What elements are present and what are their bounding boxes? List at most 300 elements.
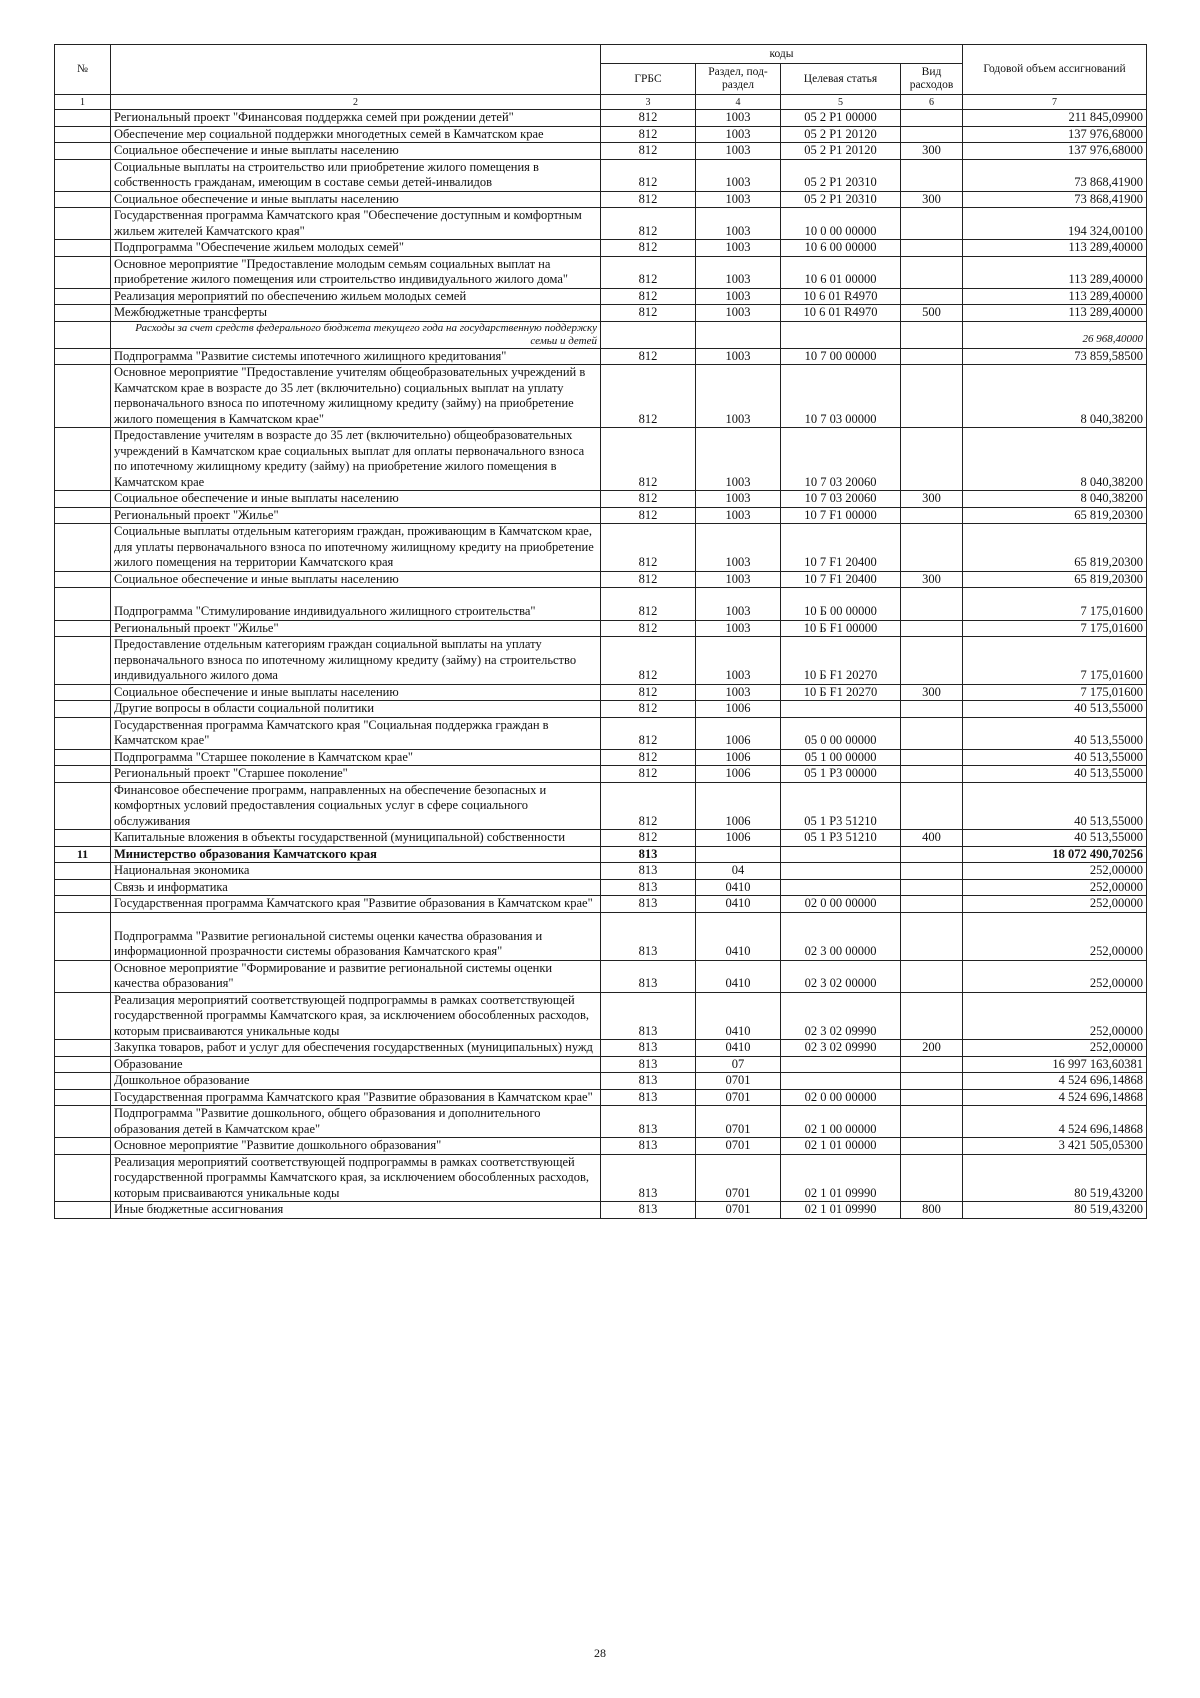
table-row: [55, 717, 1147, 749]
row-number: [55, 749, 111, 766]
row-name: Основное мероприятие "Формирование и развитие региональной системы оценки качества образования": [111, 960, 601, 992]
row-number: [55, 1202, 111, 1219]
table-row: [55, 321, 1147, 348]
row-vid: [901, 240, 963, 257]
row-number: [55, 288, 111, 305]
row-number: [55, 240, 111, 257]
table-row: [55, 846, 1147, 863]
row-amount: 4 524 696,14868: [963, 1073, 1147, 1090]
row-amount: 8 040,38200: [963, 491, 1147, 508]
table-row: [55, 1138, 1147, 1155]
row-amount: 65 819,20300: [963, 507, 1147, 524]
header-num-7: 7: [963, 95, 1147, 110]
row-grbs: 812: [601, 208, 696, 240]
table-row: [55, 1056, 1147, 1073]
row-razdel: 1003: [696, 126, 781, 143]
row-grbs: 813: [601, 1154, 696, 1202]
table-row: [55, 637, 1147, 685]
row-target: [781, 846, 901, 863]
row-grbs: 813: [601, 1040, 696, 1057]
table-row: [55, 1202, 1147, 1219]
row-name: Подпрограмма "Обеспечение жильем молодых семей": [111, 240, 601, 257]
row-razdel: 1003: [696, 588, 781, 621]
row-number: [55, 321, 111, 348]
row-vid: [901, 896, 963, 913]
row-name: Региональный проект "Старшее поколение": [111, 766, 601, 783]
row-amount: 3 421 505,05300: [963, 1138, 1147, 1155]
row-name: Закупка товаров, работ и услуг для обеспечения государственных (муниципальных) нужд: [111, 1040, 601, 1057]
header-target: Целевая статья: [781, 64, 901, 95]
row-amount: 40 513,55000: [963, 782, 1147, 830]
row-razdel: 1003: [696, 571, 781, 588]
row-vid: [901, 256, 963, 288]
table-row: [55, 1040, 1147, 1057]
header-num-5: 5: [781, 95, 901, 110]
row-number: [55, 717, 111, 749]
table-row: [55, 571, 1147, 588]
row-name: Другие вопросы в области социальной политики: [111, 701, 601, 718]
row-razdel: 07: [696, 1056, 781, 1073]
row-razdel: 1006: [696, 782, 781, 830]
row-target: [781, 1056, 901, 1073]
row-name: Образование: [111, 1056, 601, 1073]
row-target: 02 1 01 09990: [781, 1202, 901, 1219]
row-number: [55, 1106, 111, 1138]
row-number: [55, 365, 111, 428]
row-grbs: 812: [601, 256, 696, 288]
row-target: 10 7 F1 20400: [781, 524, 901, 572]
row-name: Иные бюджетные ассигнования: [111, 1202, 601, 1219]
row-target: 10 7 F1 20400: [781, 571, 901, 588]
row-vid: [901, 588, 963, 621]
row-razdel: 0701: [696, 1138, 781, 1155]
row-razdel: [696, 321, 781, 348]
table-body: [55, 110, 1147, 1219]
table-row: [55, 428, 1147, 491]
row-number: [55, 191, 111, 208]
row-amount: 40 513,55000: [963, 749, 1147, 766]
row-razdel: 1003: [696, 524, 781, 572]
row-vid: [901, 846, 963, 863]
table-row: [55, 240, 1147, 257]
row-target: 05 1 P3 51210: [781, 830, 901, 847]
row-number: [55, 1073, 111, 1090]
row-grbs: 812: [601, 143, 696, 160]
row-amount: 7 175,01600: [963, 620, 1147, 637]
row-number: [55, 912, 111, 960]
header-codes: коды: [601, 45, 963, 64]
row-number: [55, 1040, 111, 1057]
row-number: [55, 428, 111, 491]
row-amount: 26 968,40000: [963, 321, 1147, 348]
table-row: [55, 684, 1147, 701]
row-number: [55, 879, 111, 896]
row-grbs: 812: [601, 126, 696, 143]
row-number: [55, 1056, 111, 1073]
row-razdel: 1003: [696, 305, 781, 322]
row-razdel: 0701: [696, 1202, 781, 1219]
row-razdel: 0410: [696, 896, 781, 913]
table-row: [55, 126, 1147, 143]
row-name: Расходы за счет средств федерального бюджета текущего года на государственную поддержку семьи и детей: [111, 321, 601, 348]
row-razdel: 1003: [696, 491, 781, 508]
row-name: Региональный проект "Жилье": [111, 620, 601, 637]
table-row: [55, 912, 1147, 960]
row-amount: 7 175,01600: [963, 637, 1147, 685]
row-target: 10 Б 00 00000: [781, 588, 901, 621]
table-row: [55, 620, 1147, 637]
row-target: 10 7 03 20060: [781, 491, 901, 508]
row-grbs: 813: [601, 992, 696, 1040]
table-row: [55, 766, 1147, 783]
row-name: Государственная программа Камчатского края "Обеспечение доступным и комфортным жильем жителей Камчатского края": [111, 208, 601, 240]
row-amount: 252,00000: [963, 896, 1147, 913]
row-target: 10 7 03 00000: [781, 365, 901, 428]
row-razdel: 0410: [696, 992, 781, 1040]
row-number: [55, 256, 111, 288]
row-grbs: 813: [601, 1138, 696, 1155]
row-vid: 200: [901, 1040, 963, 1057]
row-vid: [901, 1138, 963, 1155]
table-row: [55, 208, 1147, 240]
row-number: [55, 571, 111, 588]
table-row: [55, 863, 1147, 880]
row-target: 05 2 P1 20310: [781, 159, 901, 191]
row-razdel: 1003: [696, 256, 781, 288]
header-num-3: 3: [601, 95, 696, 110]
header-vid: Вид расходов: [901, 64, 963, 95]
table-row: [55, 256, 1147, 288]
row-grbs: 812: [601, 830, 696, 847]
row-amount: 252,00000: [963, 960, 1147, 992]
header-num-4: 4: [696, 95, 781, 110]
row-number: 11: [55, 846, 111, 863]
row-amount: 252,00000: [963, 992, 1147, 1040]
row-razdel: 1003: [696, 240, 781, 257]
row-number: [55, 126, 111, 143]
row-vid: [901, 126, 963, 143]
row-number: [55, 830, 111, 847]
row-grbs: 812: [601, 428, 696, 491]
row-amount: 137 976,68000: [963, 126, 1147, 143]
row-target: 05 1 00 00000: [781, 749, 901, 766]
row-number: [55, 637, 111, 685]
row-amount: 8 040,38200: [963, 428, 1147, 491]
row-vid: [901, 1089, 963, 1106]
row-amount: 80 519,43200: [963, 1154, 1147, 1202]
row-vid: [901, 749, 963, 766]
row-vid: [901, 717, 963, 749]
row-vid: [901, 1056, 963, 1073]
row-number: [55, 620, 111, 637]
row-number: [55, 960, 111, 992]
row-razdel: 0701: [696, 1154, 781, 1202]
row-target: 05 1 P3 51210: [781, 782, 901, 830]
budget-table-sheet: [54, 44, 1146, 1219]
table-row: [55, 305, 1147, 322]
row-target: 02 3 02 09990: [781, 1040, 901, 1057]
row-target: 05 2 P1 00000: [781, 110, 901, 127]
row-vid: [901, 637, 963, 685]
row-grbs: 813: [601, 879, 696, 896]
row-name: Социальное обеспечение и иные выплаты населению: [111, 143, 601, 160]
row-target: 10 7 00 00000: [781, 348, 901, 365]
row-vid: [901, 1154, 963, 1202]
row-name: Основное мероприятие "Предоставление молодым семьям социальных выплат на приобретение жилого помещения или строительство индивидуального жилого дома": [111, 256, 601, 288]
row-grbs: 812: [601, 288, 696, 305]
row-vid: 800: [901, 1202, 963, 1219]
row-razdel: 1003: [696, 288, 781, 305]
row-amount: 252,00000: [963, 912, 1147, 960]
row-number: [55, 1138, 111, 1155]
row-target: 05 0 00 00000: [781, 717, 901, 749]
row-grbs: 812: [601, 348, 696, 365]
row-name: Обеспечение мер социальной поддержки многодетных семей в Камчатском крае: [111, 126, 601, 143]
header-no: №: [55, 45, 111, 95]
row-amount: 113 289,40000: [963, 305, 1147, 322]
row-number: [55, 992, 111, 1040]
row-amount: 65 819,20300: [963, 571, 1147, 588]
row-vid: [901, 288, 963, 305]
row-razdel: 1003: [696, 637, 781, 685]
table-row: [55, 1089, 1147, 1106]
row-amount: 137 976,68000: [963, 143, 1147, 160]
row-grbs: 813: [601, 1073, 696, 1090]
row-grbs: 813: [601, 1202, 696, 1219]
row-target: 10 6 01 R4970: [781, 288, 901, 305]
row-number: [55, 684, 111, 701]
row-target: [781, 1073, 901, 1090]
table-row: [55, 588, 1147, 621]
row-number: [55, 110, 111, 127]
row-grbs: 812: [601, 782, 696, 830]
row-amount: 40 513,55000: [963, 717, 1147, 749]
row-grbs: 812: [601, 305, 696, 322]
row-name: Финансовое обеспечение программ, направленных на обеспечение безопасных и комфортных условий предоставления социальных услуг в сфере социального обслуживания: [111, 782, 601, 830]
table-row: [55, 1073, 1147, 1090]
row-target: 02 3 02 00000: [781, 960, 901, 992]
row-name: Социальное обеспечение и иные выплаты населению: [111, 491, 601, 508]
row-razdel: 1006: [696, 717, 781, 749]
row-grbs: 813: [601, 1056, 696, 1073]
row-amount: 73 868,41900: [963, 159, 1147, 191]
row-razdel: [696, 846, 781, 863]
row-amount: 16 997 163,60381: [963, 1056, 1147, 1073]
row-name: Реализация мероприятий по обеспечению жильем молодых семей: [111, 288, 601, 305]
row-target: [781, 701, 901, 718]
row-grbs: 812: [601, 571, 696, 588]
table-header: [55, 45, 1147, 110]
row-vid: 300: [901, 143, 963, 160]
row-amount: 7 175,01600: [963, 588, 1147, 621]
row-razdel: 1003: [696, 620, 781, 637]
row-grbs: 813: [601, 912, 696, 960]
row-grbs: 812: [601, 507, 696, 524]
row-name: Основное мероприятие "Развитие дошкольного образования": [111, 1138, 601, 1155]
row-grbs: 813: [601, 896, 696, 913]
row-target: 05 2 P1 20310: [781, 191, 901, 208]
row-razdel: 0701: [696, 1106, 781, 1138]
row-amount: 4 524 696,14868: [963, 1106, 1147, 1138]
row-amount: 4 524 696,14868: [963, 1089, 1147, 1106]
table-row: [55, 879, 1147, 896]
row-amount: 113 289,40000: [963, 256, 1147, 288]
row-name: Подпрограмма "Стимулирование индивидуального жилищного строительства": [111, 588, 601, 621]
row-razdel: 1003: [696, 428, 781, 491]
row-vid: [901, 992, 963, 1040]
row-target: 02 1 00 00000: [781, 1106, 901, 1138]
row-name: Дошкольное образование: [111, 1073, 601, 1090]
row-vid: 300: [901, 191, 963, 208]
row-grbs: 812: [601, 588, 696, 621]
row-number: [55, 896, 111, 913]
table-row: [55, 507, 1147, 524]
row-razdel: 1006: [696, 701, 781, 718]
row-target: [781, 321, 901, 348]
row-number: [55, 588, 111, 621]
header-num-1: 1: [55, 95, 111, 110]
row-razdel: 1003: [696, 507, 781, 524]
row-target: 10 0 00 00000: [781, 208, 901, 240]
row-target: 10 7 03 20060: [781, 428, 901, 491]
row-target: 10 Б F1 20270: [781, 684, 901, 701]
table-row: [55, 749, 1147, 766]
row-amount: 73 859,58500: [963, 348, 1147, 365]
row-target: 10 6 01 00000: [781, 256, 901, 288]
row-number: [55, 1089, 111, 1106]
row-grbs: 812: [601, 684, 696, 701]
row-target: [781, 863, 901, 880]
header-name: [111, 45, 601, 95]
row-name: Региональный проект "Жилье": [111, 507, 601, 524]
header-razdel: Раздел, под-раздел: [696, 64, 781, 95]
table-row: [55, 960, 1147, 992]
row-vid: 500: [901, 305, 963, 322]
row-amount: 80 519,43200: [963, 1202, 1147, 1219]
row-number: [55, 782, 111, 830]
row-amount: 194 324,00100: [963, 208, 1147, 240]
row-vid: [901, 524, 963, 572]
table-row: [55, 143, 1147, 160]
row-amount: 252,00000: [963, 863, 1147, 880]
table-row: [55, 491, 1147, 508]
row-target: 10 Б F1 00000: [781, 620, 901, 637]
row-name: Государственная программа Камчатского края "Социальная поддержка граждан в Камчатском крае": [111, 717, 601, 749]
row-vid: [901, 110, 963, 127]
row-razdel: 0701: [696, 1089, 781, 1106]
row-name: Социальные выплаты на строительство или приобретение жилого помещения в собственность гражданам, имеющим в составе семьи детей-инвалидов: [111, 159, 601, 191]
row-name: Социальное обеспечение и иные выплаты населению: [111, 684, 601, 701]
row-razdel: 0410: [696, 879, 781, 896]
row-name: Социальное обеспечение и иные выплаты населению: [111, 191, 601, 208]
row-name: Основное мероприятие "Предоставление учителям общеобразовательных учреждений в Камчатском крае в возрасте до 35 лет (включительно) социальных выплат на уплату первоначального взноса по ипотечному жилищному кредиту (займу) на приобретение жилого помещения в Камчатском крае": [111, 365, 601, 428]
row-razdel: 1003: [696, 348, 781, 365]
row-number: [55, 766, 111, 783]
row-name: Реализация мероприятий соответствующей подпрограммы в рамках соответствующей государственной программы Камчатского края, за исключением обособленных расходов, которым присваиваются уникальные коды: [111, 1154, 601, 1202]
row-number: [55, 208, 111, 240]
row-target: 05 2 P1 20120: [781, 126, 901, 143]
row-vid: [901, 365, 963, 428]
row-grbs: 812: [601, 766, 696, 783]
row-number: [55, 305, 111, 322]
row-target: 10 6 00 00000: [781, 240, 901, 257]
row-vid: [901, 620, 963, 637]
row-name: Подпрограмма "Развитие системы ипотечного жилищного кредитования": [111, 348, 601, 365]
row-target: 02 1 01 00000: [781, 1138, 901, 1155]
table-row: [55, 110, 1147, 127]
row-vid: [901, 863, 963, 880]
row-grbs: 812: [601, 524, 696, 572]
row-vid: [901, 960, 963, 992]
table-row: [55, 159, 1147, 191]
row-name: Социальное обеспечение и иные выплаты населению: [111, 571, 601, 588]
page-number: 28: [594, 1646, 606, 1660]
row-razdel: 0410: [696, 912, 781, 960]
header-num-2: 2: [111, 95, 601, 110]
row-grbs: 812: [601, 191, 696, 208]
row-name: Национальная экономика: [111, 863, 601, 880]
table-row: [55, 896, 1147, 913]
table-row: [55, 191, 1147, 208]
row-razdel: 1003: [696, 208, 781, 240]
row-vid: [901, 428, 963, 491]
row-number: [55, 863, 111, 880]
row-razdel: 1006: [696, 749, 781, 766]
row-number: [55, 524, 111, 572]
table-row: [55, 701, 1147, 718]
table-row: [55, 782, 1147, 830]
row-razdel: 1006: [696, 830, 781, 847]
row-number: [55, 1154, 111, 1202]
row-name: Предоставление учителям в возрасте до 35 лет (включительно) общеобразовательных учреждений в Камчатском крае социальных выплат для оплаты первоначального взноса по ипотечному жилищному кредиту (займу) на приобретение жилого помещения в Камчатском крае: [111, 428, 601, 491]
row-name: Подпрограмма "Развитие региональной системы оценки качества образования и информационной прозрачности системы образования Камчатского края": [111, 912, 601, 960]
row-grbs: 812: [601, 717, 696, 749]
row-grbs: 812: [601, 110, 696, 127]
table-row: [55, 348, 1147, 365]
header-grbs: ГРБС: [601, 64, 696, 95]
row-grbs: 813: [601, 960, 696, 992]
row-name: Капитальные вложения в объекты государственной (муниципальной) собственности: [111, 830, 601, 847]
row-razdel: 1003: [696, 365, 781, 428]
row-razdel: 0701: [696, 1073, 781, 1090]
row-vid: [901, 1106, 963, 1138]
row-amount: 211 845,09900: [963, 110, 1147, 127]
row-number: [55, 143, 111, 160]
row-name: Предоставление отдельным категориям граждан социальной выплаты на уплату первоначального взноса по ипотечному жилищному кредиту (займу) на строительство индивидуального жилого дома: [111, 637, 601, 685]
row-vid: [901, 701, 963, 718]
table-row: [55, 365, 1147, 428]
row-vid: [901, 348, 963, 365]
row-amount: 40 513,55000: [963, 766, 1147, 783]
row-grbs: [601, 321, 696, 348]
row-vid: 300: [901, 571, 963, 588]
row-target: 02 3 00 00000: [781, 912, 901, 960]
row-grbs: 812: [601, 159, 696, 191]
row-amount: 252,00000: [963, 879, 1147, 896]
row-vid: [901, 507, 963, 524]
row-target: 05 1 P3 00000: [781, 766, 901, 783]
row-name: Региональный проект "Финансовая поддержка семей при рождении детей": [111, 110, 601, 127]
row-target: 02 0 00 00000: [781, 1089, 901, 1106]
row-number: [55, 701, 111, 718]
row-grbs: 813: [601, 1106, 696, 1138]
header-num-6: 6: [901, 95, 963, 110]
row-vid: [901, 321, 963, 348]
row-target: 10 6 01 R4970: [781, 305, 901, 322]
row-amount: 252,00000: [963, 1040, 1147, 1057]
row-grbs: 812: [601, 620, 696, 637]
row-name: Подпрограмма "Развитие дошкольного, общего образования и дополнительного образования детей в Камчатском крае": [111, 1106, 601, 1138]
